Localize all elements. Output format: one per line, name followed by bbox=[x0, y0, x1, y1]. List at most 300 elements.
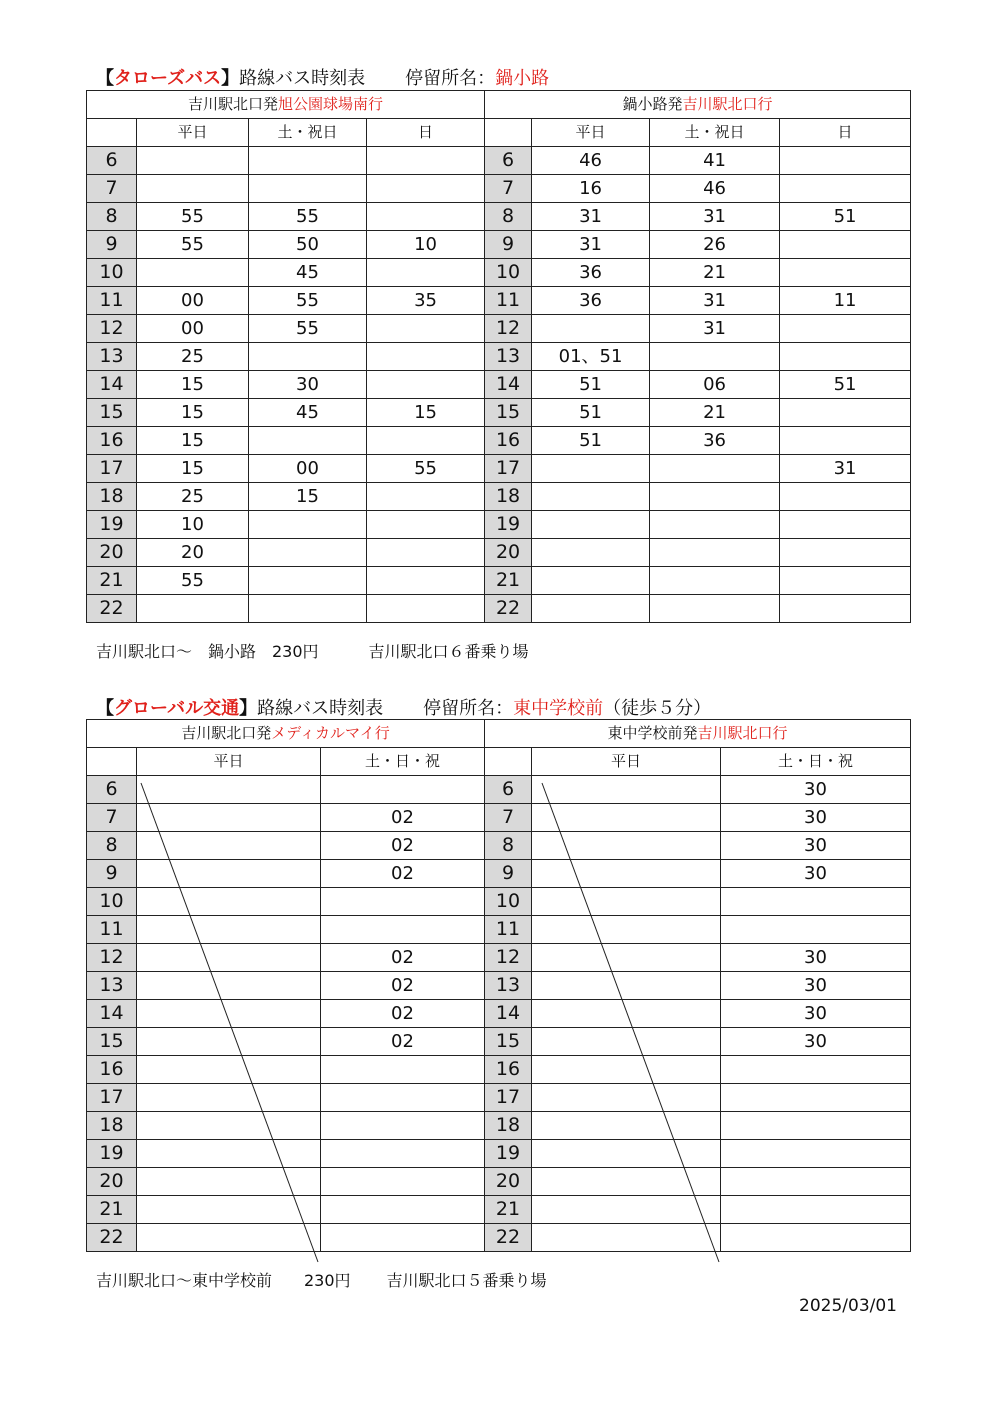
minute-cell: 30 bbox=[721, 972, 911, 1000]
global-bracket-open: 【 bbox=[96, 698, 114, 719]
hour-cell: 14 bbox=[485, 1000, 532, 1028]
minute-cell: 15 bbox=[137, 427, 249, 455]
hour-cell: 11 bbox=[485, 916, 532, 944]
minute-cell: 01、51 bbox=[532, 343, 650, 371]
minute-cell: 31 bbox=[532, 231, 650, 259]
minute-cell bbox=[532, 1028, 721, 1056]
tarozu-dir1-origin: 吉川駅北口発 bbox=[188, 95, 279, 113]
tarozu-stop-name: 鍋小路 bbox=[495, 68, 550, 89]
minute-cell: 16 bbox=[532, 175, 650, 203]
hour-cell: 7 bbox=[87, 804, 137, 832]
hour-cell: 11 bbox=[485, 287, 532, 315]
global-title bbox=[96, 694, 711, 720]
hour-cell: 11 bbox=[87, 287, 137, 315]
hour-cell: 22 bbox=[485, 1224, 532, 1252]
global-dir2-destination: 吉川駅北口行 bbox=[697, 724, 788, 742]
hour-cell: 7 bbox=[87, 175, 137, 203]
minute-cell bbox=[367, 371, 485, 399]
minute-cell: 55 bbox=[249, 203, 367, 231]
minute-cell bbox=[532, 1168, 721, 1196]
minute-cell bbox=[321, 1168, 485, 1196]
table-row bbox=[87, 483, 911, 511]
minute-cell: 51 bbox=[532, 371, 650, 399]
global-stop-walk-note: （徒歩５分） bbox=[603, 698, 712, 719]
corner-cell bbox=[87, 119, 137, 147]
table-row bbox=[87, 1028, 911, 1056]
minute-cell bbox=[367, 511, 485, 539]
corner-cell bbox=[87, 748, 137, 776]
minute-cell bbox=[532, 511, 650, 539]
hour-cell: 8 bbox=[485, 203, 532, 231]
minute-cell bbox=[321, 1196, 485, 1224]
minute-cell: 51 bbox=[532, 427, 650, 455]
minute-cell bbox=[249, 343, 367, 371]
minute-cell bbox=[532, 483, 650, 511]
minute-cell bbox=[780, 231, 911, 259]
tarozu-timetable-title: 路線バス時刻表 bbox=[239, 68, 366, 89]
hour-cell: 13 bbox=[485, 972, 532, 1000]
hour-cell: 6 bbox=[87, 776, 137, 804]
minute-cell: 35 bbox=[367, 287, 485, 315]
minute-cell bbox=[321, 1084, 485, 1112]
tarozu-dir1-header bbox=[87, 91, 485, 119]
col-sunday: 日 bbox=[367, 119, 485, 147]
minute-cell: 51 bbox=[780, 203, 911, 231]
hour-cell: 12 bbox=[87, 315, 137, 343]
minute-cell: 21 bbox=[650, 259, 780, 287]
minute-cell bbox=[780, 567, 911, 595]
minute-cell bbox=[780, 175, 911, 203]
minute-cell: 30 bbox=[721, 860, 911, 888]
minute-cell: 25 bbox=[137, 343, 249, 371]
hour-cell: 20 bbox=[485, 1168, 532, 1196]
minute-cell bbox=[137, 888, 321, 916]
minute-cell bbox=[650, 483, 780, 511]
hour-cell: 22 bbox=[485, 595, 532, 623]
hour-cell: 20 bbox=[485, 539, 532, 567]
global-dir1-origin: 吉川駅北口発 bbox=[181, 724, 272, 742]
table-row bbox=[87, 175, 911, 203]
minute-cell bbox=[532, 972, 721, 1000]
hour-cell: 15 bbox=[485, 1028, 532, 1056]
minute-cell: 31 bbox=[532, 203, 650, 231]
minute-cell: 02 bbox=[321, 832, 485, 860]
minute-cell bbox=[650, 511, 780, 539]
hour-cell: 12 bbox=[87, 944, 137, 972]
minute-cell: 10 bbox=[137, 511, 249, 539]
hour-cell: 10 bbox=[485, 259, 532, 287]
table-row bbox=[87, 832, 911, 860]
minute-cell: 15 bbox=[137, 371, 249, 399]
tarozu-title bbox=[96, 64, 549, 90]
hour-cell: 13 bbox=[87, 972, 137, 1000]
minute-cell bbox=[532, 944, 721, 972]
hour-cell: 18 bbox=[87, 1112, 137, 1140]
minute-cell bbox=[780, 483, 911, 511]
minute-cell bbox=[137, 1140, 321, 1168]
hour-cell: 16 bbox=[485, 1056, 532, 1084]
hour-cell: 19 bbox=[87, 511, 137, 539]
minute-cell bbox=[780, 259, 911, 287]
minute-cell bbox=[721, 1196, 911, 1224]
minute-cell bbox=[137, 1056, 321, 1084]
minute-cell: 11 bbox=[780, 287, 911, 315]
global-footer bbox=[96, 1268, 547, 1291]
minute-cell bbox=[137, 1168, 321, 1196]
table-row bbox=[87, 860, 911, 888]
minute-cell bbox=[137, 595, 249, 623]
minute-cell bbox=[650, 567, 780, 595]
minute-cell bbox=[137, 776, 321, 804]
minute-cell bbox=[137, 804, 321, 832]
minute-cell bbox=[532, 888, 721, 916]
minute-cell bbox=[650, 595, 780, 623]
minute-cell bbox=[532, 567, 650, 595]
table-row bbox=[87, 1168, 911, 1196]
hour-cell: 10 bbox=[87, 259, 137, 287]
hour-cell: 16 bbox=[87, 1056, 137, 1084]
minute-cell bbox=[721, 1224, 911, 1252]
minute-cell bbox=[321, 776, 485, 804]
minute-cell bbox=[137, 1000, 321, 1028]
minute-cell bbox=[721, 916, 911, 944]
hour-cell: 19 bbox=[485, 1140, 532, 1168]
hour-cell: 15 bbox=[485, 399, 532, 427]
table-row bbox=[87, 888, 911, 916]
minute-cell bbox=[137, 259, 249, 287]
hour-cell: 21 bbox=[87, 567, 137, 595]
hour-cell: 13 bbox=[485, 343, 532, 371]
minute-cell: 26 bbox=[650, 231, 780, 259]
minute-cell: 36 bbox=[532, 287, 650, 315]
minute-cell: 55 bbox=[249, 315, 367, 343]
table-row bbox=[87, 203, 911, 231]
minute-cell bbox=[532, 315, 650, 343]
table-row bbox=[87, 804, 911, 832]
minute-cell bbox=[249, 147, 367, 175]
table-row bbox=[87, 1084, 911, 1112]
minute-cell: 46 bbox=[532, 147, 650, 175]
minute-cell: 02 bbox=[321, 1028, 485, 1056]
minute-cell: 50 bbox=[249, 231, 367, 259]
minute-cell: 31 bbox=[780, 455, 911, 483]
minute-cell: 36 bbox=[650, 427, 780, 455]
minute-cell bbox=[780, 511, 911, 539]
minute-cell: 55 bbox=[137, 567, 249, 595]
hour-cell: 22 bbox=[87, 1224, 137, 1252]
minute-cell: 36 bbox=[532, 259, 650, 287]
hour-cell: 22 bbox=[87, 595, 137, 623]
col-weekday: 平日 bbox=[532, 748, 721, 776]
minute-cell bbox=[137, 860, 321, 888]
global-dir2-origin: 東中学校前発 bbox=[607, 724, 698, 742]
hour-cell: 9 bbox=[87, 231, 137, 259]
table-row bbox=[87, 595, 911, 623]
minute-cell: 02 bbox=[321, 860, 485, 888]
hour-cell: 19 bbox=[87, 1140, 137, 1168]
table-row bbox=[87, 916, 911, 944]
minute-cell: 51 bbox=[532, 399, 650, 427]
minute-cell bbox=[137, 832, 321, 860]
tarozu-dir2-destination: 吉川駅北口行 bbox=[682, 95, 773, 113]
minute-cell: 30 bbox=[249, 371, 367, 399]
minute-cell bbox=[137, 1224, 321, 1252]
minute-cell bbox=[137, 1028, 321, 1056]
tarozu-timetable bbox=[86, 90, 911, 623]
minute-cell bbox=[780, 595, 911, 623]
table-row bbox=[87, 1196, 911, 1224]
hour-cell: 19 bbox=[485, 511, 532, 539]
minute-cell bbox=[367, 315, 485, 343]
minute-cell: 30 bbox=[721, 944, 911, 972]
hour-cell: 21 bbox=[87, 1196, 137, 1224]
table-row bbox=[87, 315, 911, 343]
minute-cell: 15 bbox=[137, 399, 249, 427]
minute-cell bbox=[780, 427, 911, 455]
col-weekday: 平日 bbox=[137, 119, 249, 147]
table-row bbox=[87, 567, 911, 595]
table-row bbox=[87, 343, 911, 371]
minute-cell bbox=[249, 175, 367, 203]
minute-cell: 00 bbox=[249, 455, 367, 483]
hour-cell: 18 bbox=[485, 1112, 532, 1140]
minute-cell bbox=[367, 343, 485, 371]
hour-cell: 6 bbox=[485, 776, 532, 804]
minute-cell bbox=[321, 1140, 485, 1168]
minute-cell bbox=[137, 175, 249, 203]
minute-cell bbox=[721, 1168, 911, 1196]
hour-cell: 8 bbox=[485, 832, 532, 860]
hour-cell: 14 bbox=[87, 1000, 137, 1028]
minute-cell: 02 bbox=[321, 944, 485, 972]
table-row bbox=[87, 539, 911, 567]
tarozu-bracket-open: 【 bbox=[96, 68, 114, 89]
table-row bbox=[87, 147, 911, 175]
global-bracket-close: 】 bbox=[239, 698, 258, 719]
minute-cell bbox=[249, 539, 367, 567]
minute-cell bbox=[367, 483, 485, 511]
minute-cell: 41 bbox=[650, 147, 780, 175]
minute-cell: 02 bbox=[321, 1000, 485, 1028]
hour-cell: 7 bbox=[485, 804, 532, 832]
hour-cell: 10 bbox=[87, 888, 137, 916]
hour-cell: 15 bbox=[87, 1028, 137, 1056]
hour-cell: 9 bbox=[87, 860, 137, 888]
minute-cell bbox=[532, 916, 721, 944]
minute-cell: 55 bbox=[249, 287, 367, 315]
hour-cell: 21 bbox=[485, 567, 532, 595]
table-row bbox=[87, 1140, 911, 1168]
hour-cell: 6 bbox=[485, 147, 532, 175]
minute-cell: 00 bbox=[137, 287, 249, 315]
minute-cell bbox=[321, 1224, 485, 1252]
tarozu-footer bbox=[96, 639, 529, 662]
hour-cell: 12 bbox=[485, 944, 532, 972]
hour-cell: 18 bbox=[485, 483, 532, 511]
col-weekday: 平日 bbox=[532, 119, 650, 147]
global-fare-note: 吉川駅北口～東中学校前 230円 bbox=[96, 1271, 351, 1290]
minute-cell bbox=[532, 860, 721, 888]
global-dir1-header bbox=[87, 720, 485, 748]
minute-cell bbox=[137, 1084, 321, 1112]
global-timetable-title: 路線バス時刻表 bbox=[257, 698, 384, 719]
minute-cell: 15 bbox=[367, 399, 485, 427]
minute-cell bbox=[249, 511, 367, 539]
minute-cell bbox=[532, 1084, 721, 1112]
minute-cell: 30 bbox=[721, 1028, 911, 1056]
table-row bbox=[87, 511, 911, 539]
minute-cell bbox=[780, 399, 911, 427]
hour-cell: 20 bbox=[87, 1168, 137, 1196]
hour-cell: 20 bbox=[87, 539, 137, 567]
minute-cell bbox=[780, 315, 911, 343]
minute-cell: 02 bbox=[321, 972, 485, 1000]
tarozu-fare-note: 吉川駅北口～ 鍋小路 230円 bbox=[96, 642, 319, 661]
minute-cell: 00 bbox=[137, 315, 249, 343]
corner-cell bbox=[485, 748, 532, 776]
global-timetable bbox=[86, 719, 911, 1252]
hour-cell: 16 bbox=[87, 427, 137, 455]
minute-cell: 55 bbox=[137, 203, 249, 231]
hour-cell: 13 bbox=[87, 343, 137, 371]
minute-cell bbox=[721, 1112, 911, 1140]
minute-cell: 30 bbox=[721, 776, 911, 804]
minute-cell: 55 bbox=[137, 231, 249, 259]
minute-cell bbox=[721, 1140, 911, 1168]
minute-cell: 31 bbox=[650, 287, 780, 315]
minute-cell bbox=[532, 539, 650, 567]
table-row bbox=[87, 944, 911, 972]
minute-cell bbox=[367, 595, 485, 623]
global-stop-name: 東中学校前 bbox=[513, 698, 604, 719]
minute-cell bbox=[532, 1140, 721, 1168]
minute-cell bbox=[367, 203, 485, 231]
minute-cell bbox=[321, 888, 485, 916]
minute-cell bbox=[249, 427, 367, 455]
table-row bbox=[87, 287, 911, 315]
minute-cell bbox=[650, 343, 780, 371]
minute-cell: 45 bbox=[249, 399, 367, 427]
minute-cell bbox=[532, 455, 650, 483]
corner-cell bbox=[485, 119, 532, 147]
minute-cell bbox=[321, 1112, 485, 1140]
minute-cell bbox=[532, 804, 721, 832]
minute-cell bbox=[367, 259, 485, 287]
minute-cell bbox=[721, 1056, 911, 1084]
minute-cell bbox=[780, 343, 911, 371]
tarozu-stop-label: 停留所名： bbox=[405, 68, 496, 89]
hour-cell: 8 bbox=[87, 832, 137, 860]
minute-cell: 10 bbox=[367, 231, 485, 259]
minute-cell bbox=[532, 1000, 721, 1028]
table-row bbox=[87, 259, 911, 287]
issue-date: 2025/03/01 bbox=[799, 1296, 897, 1316]
tarozu-dir2-header bbox=[485, 91, 911, 119]
minute-cell bbox=[721, 888, 911, 916]
minute-cell bbox=[650, 455, 780, 483]
col-weekday: 平日 bbox=[137, 748, 321, 776]
minute-cell: 30 bbox=[721, 804, 911, 832]
minute-cell: 21 bbox=[650, 399, 780, 427]
table-row bbox=[87, 231, 911, 259]
tarozu-platform-note: 吉川駅北口６番乗り場 bbox=[368, 642, 529, 661]
minute-cell bbox=[137, 972, 321, 1000]
col-sunday: 日 bbox=[780, 119, 911, 147]
hour-cell: 17 bbox=[485, 455, 532, 483]
col-saturday-holiday: 土・祝日 bbox=[249, 119, 367, 147]
minute-cell: 30 bbox=[721, 1000, 911, 1028]
minute-cell bbox=[532, 1196, 721, 1224]
table-row bbox=[87, 1224, 911, 1252]
tarozu-dir1-destination: 旭公園球場南行 bbox=[278, 95, 384, 113]
minute-cell: 31 bbox=[650, 315, 780, 343]
global-platform-note: 吉川駅北口５番乗り場 bbox=[386, 1271, 547, 1290]
hour-cell: 9 bbox=[485, 860, 532, 888]
hour-cell: 16 bbox=[485, 427, 532, 455]
hour-cell: 17 bbox=[485, 1084, 532, 1112]
minute-cell: 55 bbox=[367, 455, 485, 483]
table-row bbox=[87, 776, 911, 804]
tarozu-dir2-origin: 鍋小路発 bbox=[622, 95, 683, 113]
hour-cell: 10 bbox=[485, 888, 532, 916]
minute-cell bbox=[532, 1056, 721, 1084]
minute-cell bbox=[249, 567, 367, 595]
minute-cell: 46 bbox=[650, 175, 780, 203]
minute-cell bbox=[532, 1112, 721, 1140]
minute-cell bbox=[367, 539, 485, 567]
col-saturday-holiday: 土・祝日 bbox=[650, 119, 780, 147]
hour-cell: 15 bbox=[87, 399, 137, 427]
hour-cell: 17 bbox=[87, 1084, 137, 1112]
minute-cell bbox=[137, 147, 249, 175]
minute-cell bbox=[367, 147, 485, 175]
minute-cell bbox=[532, 1224, 721, 1252]
table-row bbox=[87, 427, 911, 455]
minute-cell: 51 bbox=[780, 371, 911, 399]
minute-cell bbox=[650, 539, 780, 567]
minute-cell bbox=[532, 776, 721, 804]
minute-cell bbox=[780, 147, 911, 175]
minute-cell bbox=[137, 916, 321, 944]
table-row bbox=[87, 972, 911, 1000]
table-row bbox=[87, 399, 911, 427]
minute-cell: 45 bbox=[249, 259, 367, 287]
minute-cell: 02 bbox=[321, 804, 485, 832]
minute-cell bbox=[137, 944, 321, 972]
global-dir1-destination: メディカルマイ行 bbox=[271, 724, 390, 742]
hour-cell: 17 bbox=[87, 455, 137, 483]
minute-cell: 15 bbox=[249, 483, 367, 511]
minute-cell: 15 bbox=[137, 455, 249, 483]
minute-cell: 31 bbox=[650, 203, 780, 231]
minute-cell bbox=[249, 595, 367, 623]
minute-cell bbox=[367, 175, 485, 203]
minute-cell bbox=[532, 595, 650, 623]
hour-cell: 12 bbox=[485, 315, 532, 343]
table-row bbox=[87, 1112, 911, 1140]
minute-cell bbox=[721, 1084, 911, 1112]
minute-cell bbox=[321, 1056, 485, 1084]
hour-cell: 9 bbox=[485, 231, 532, 259]
table-row bbox=[87, 455, 911, 483]
minute-cell bbox=[137, 1112, 321, 1140]
hour-cell: 7 bbox=[485, 175, 532, 203]
hour-cell: 14 bbox=[485, 371, 532, 399]
hour-cell: 18 bbox=[87, 483, 137, 511]
minute-cell: 06 bbox=[650, 371, 780, 399]
col-sat-sun-holiday: 土・日・祝 bbox=[721, 748, 911, 776]
tarozu-company-name: タローズバス bbox=[114, 68, 222, 89]
